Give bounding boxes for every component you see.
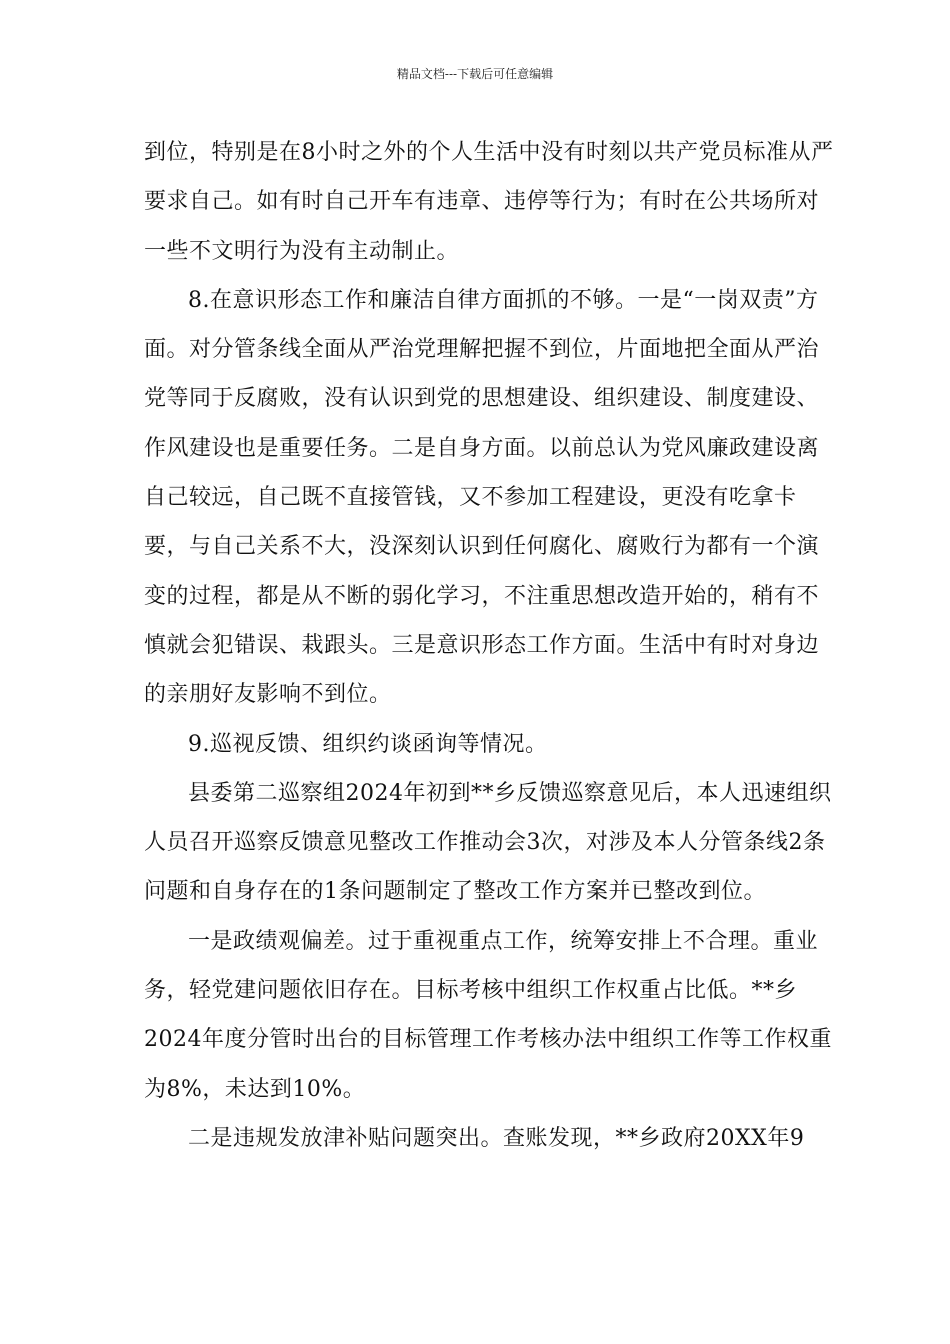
paragraph: 县委第二巡察组2024年初到**乡反馈巡察意见后，本人迅速组织人员召开巡察反馈意见整改工作推动会3次，对涉及本人分管条线2条问题和自身存在的1条问题制定了整改工作方案并已整改到位。 xyxy=(144,780,832,905)
paragraph: 一是政绩观偏差。过于重视重点工作，统筹安排上不合理。重业务，轻党建问题依旧存在。目标考核中组织工作权重占比低。**乡2024年度分管时出台的目标管理工作考核办法中组织工作等工作权重为8%，未达到10%。 xyxy=(144,928,832,1102)
paragraph: 二是违规发放津补贴问题突出。查账发现，**乡政府20XX年9 xyxy=(188,1125,805,1151)
paragraph: 9.巡视反馈、组织约谈函询等情况。 xyxy=(188,731,548,757)
paragraph: 到位，特别是在8小时之外的个人生活中没有时刻以共产党员标准从严要求自己。如有时自己开车有违章、违停等行为；有时在公共场所对一些不文明行为没有主动制止。 xyxy=(144,140,834,264)
page-header: 精品文档---下载后可任意编辑 xyxy=(396,67,554,81)
paragraph: 8.在意识形态工作和廉洁自律方面抓的不够。一是“一岗双责”方面。对分管条线全面从严治党理解把握不到位，片面地把全面从严治党等同于反腐败，没有认识到党的思想建设、组织建设、制度建设、作风建设也是重要任务。二是自身方面。以前总认为党风廉政建设离自己较远，自己既不直接管钱，又不参加工程建设，更没有吃拿卡要，与自己关系不大，没深刻认识到任何腐化、腐败行为都有一个演变的过程，都是从不断的弱化学习，不注重思想改造开始的，稍有不慎就会犯错误、栽跟头。三是意识形态工作方面。生活中有时对身边的亲朋好友影响不到位。 xyxy=(144,287,820,708)
document-body xyxy=(144,128,834,1163)
